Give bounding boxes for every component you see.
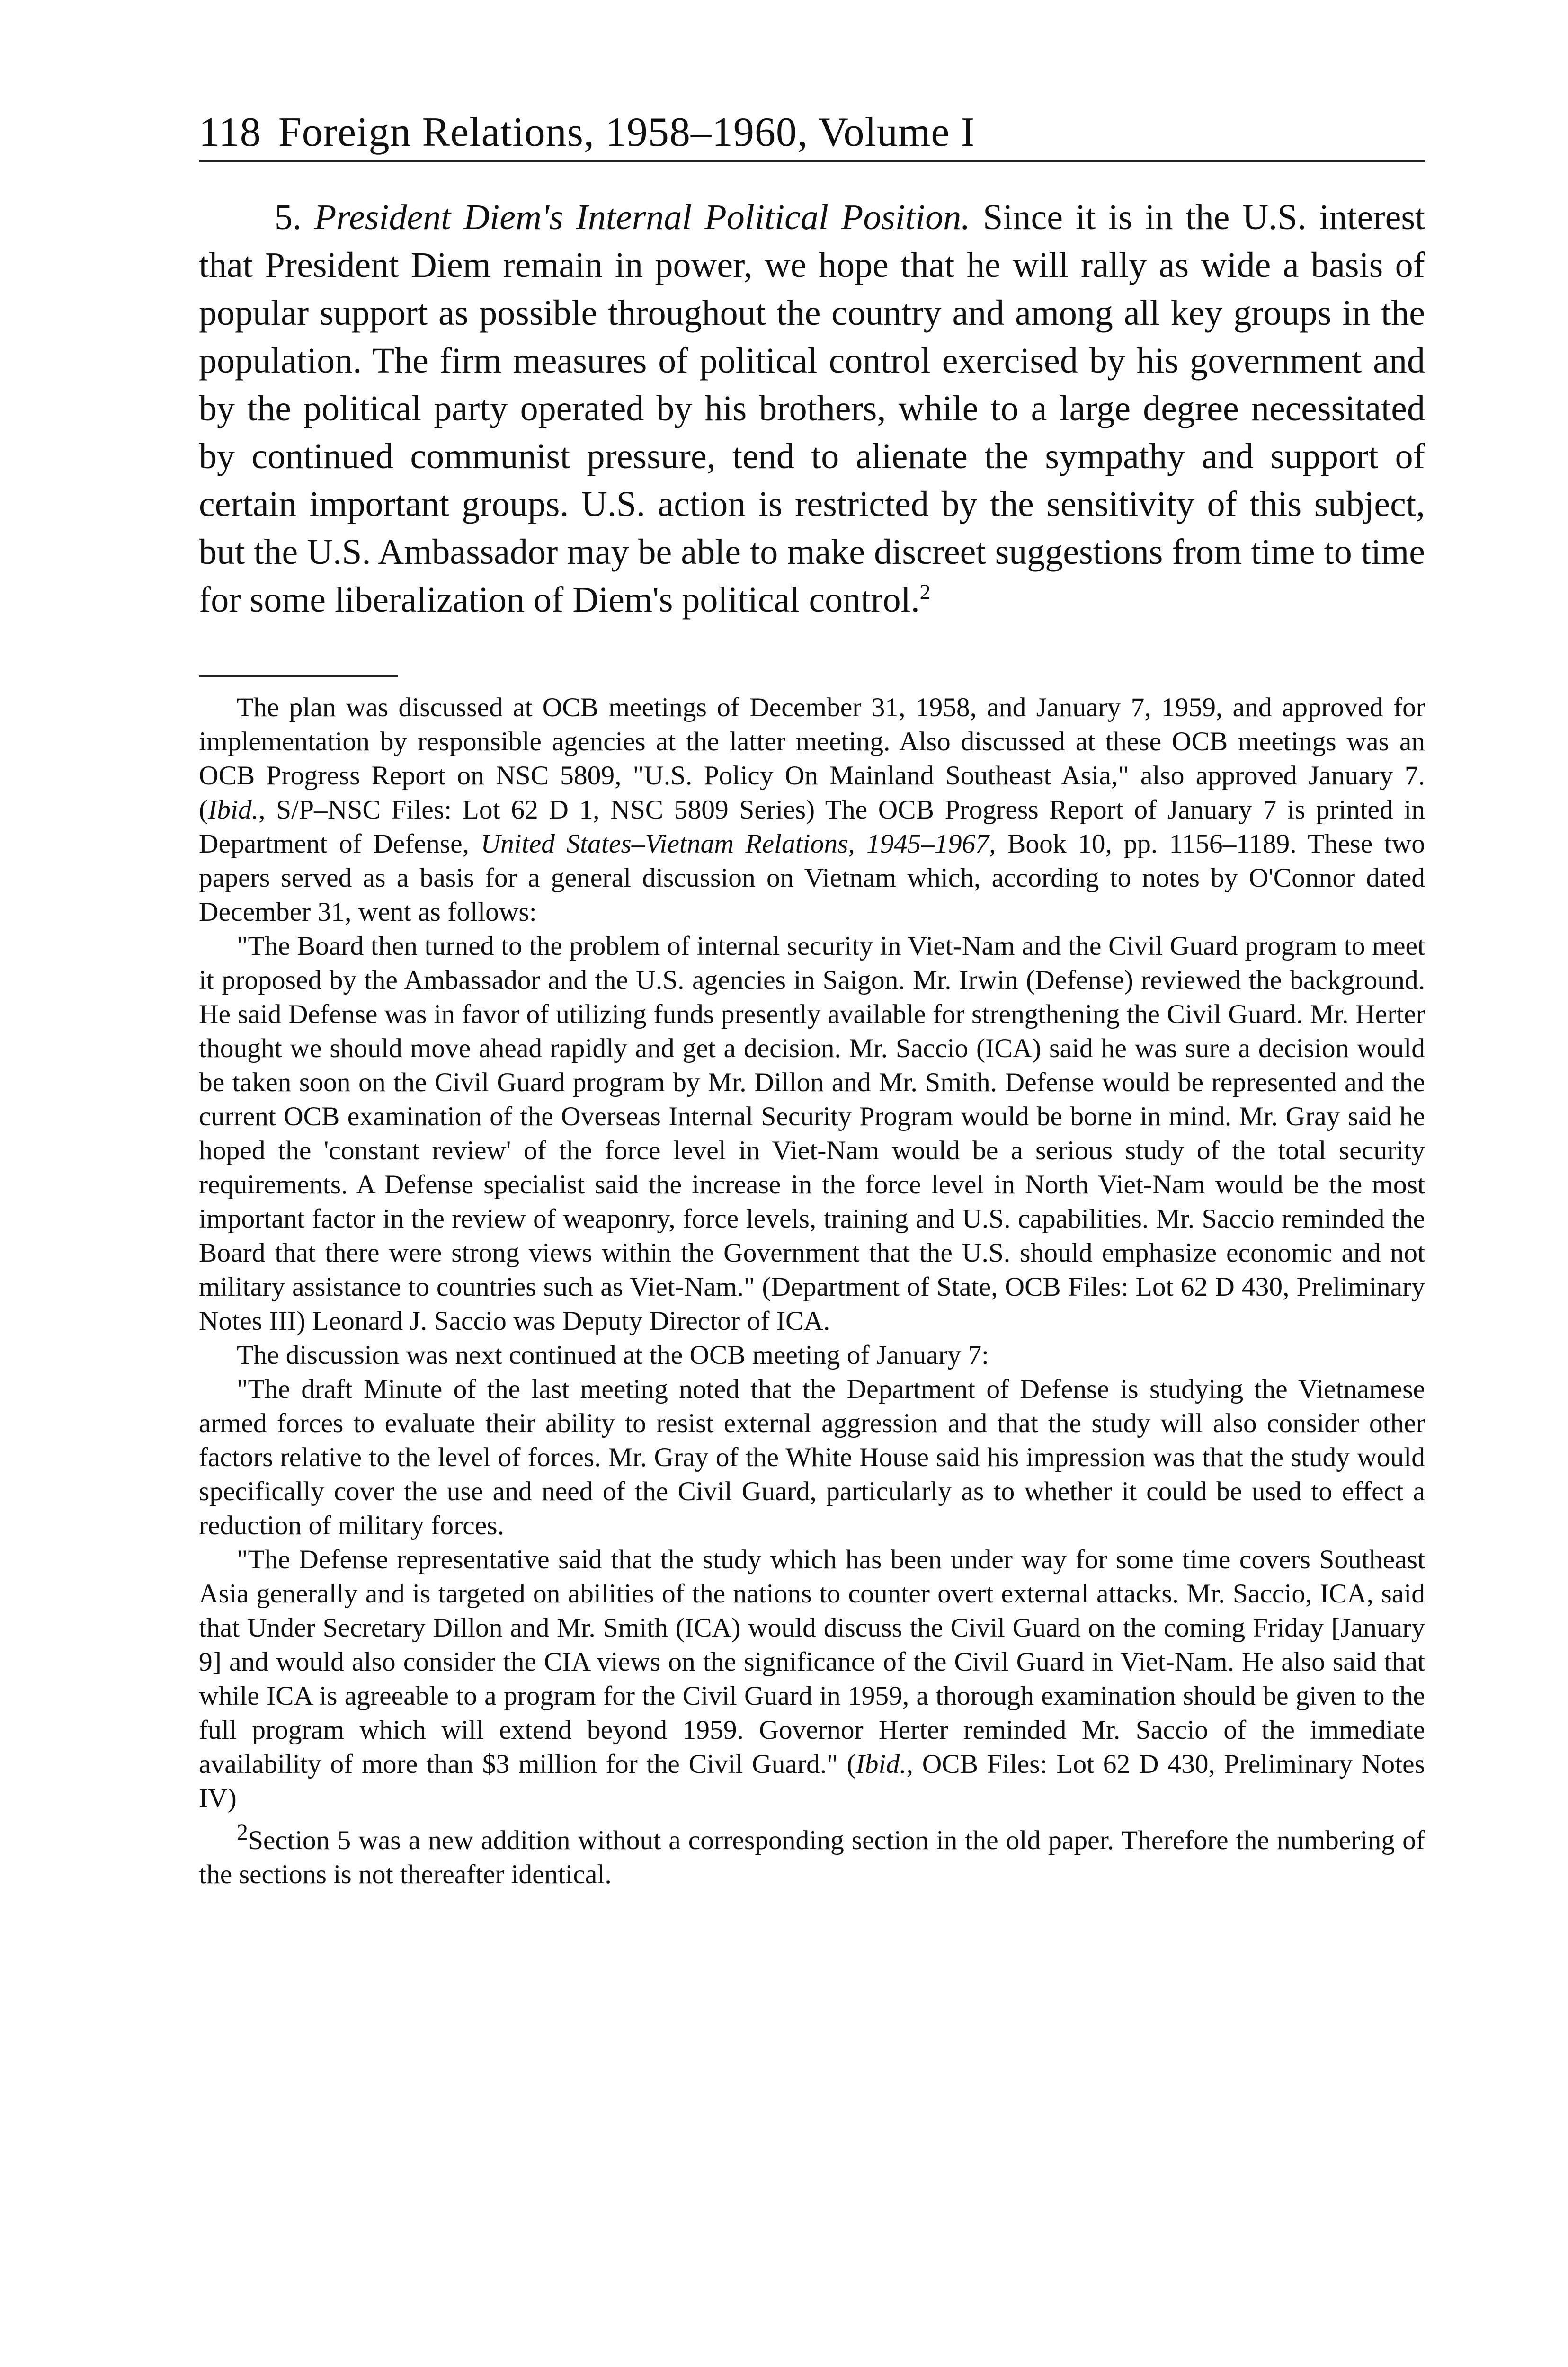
footnote-1-text-c: Book 10, pp. 1156–1189. These two papers served as a basis for a general discussion on Vietnam which, according to notes by O'Connor dated December 31, went as follows:: [199, 829, 1425, 927]
footnote-quote-1: "The Board then turned to the problem of internal security in Viet-Nam and the Civil Guard program to meet it proposed by the Ambassador and the U.S. agencies in Saigon. Mr. Irwin (Defense) reviewed the background. He said Defense was in favor of utilizing funds presently available for strengthening the Civil Guard. Mr. Herter thought we should move ahead rapidly and get a decision. Mr. Saccio (ICA) said he was sure a decision would be taken soon on the Civil Guard program by Mr. Dillon and Mr. Smith. Defense would be represented and the current OCB examination of the Overseas Internal Security Program would be borne in mind. Mr. Gray said he hoped the 'constant review' of the force level in Viet-Nam would be a serious study of the total security requirements. A Defense specialist said the increase in the force level in North Viet-Nam would be the most important factor in the review of weaponry, force levels, training and U.S. capabilities. Mr. Saccio reminded the Board that there were strong views within the Government that the U.S. should emphasize economic and not military assistance to countries such as Viet-Nam." (Department of State, OCB Files: Lot 62 D 430, Preliminary Notes III) Leonard J. Saccio was Deputy Director of ICA.: [199, 931, 1425, 1336]
footnote-1-text-a: The plan was discussed at OCB meetings of December 31, 1958, and January 7, 1959, and approved for implementation by responsible agencies at the latter meeting. Also discussed at these OCB meetings was an OCB Progress Report on NSC 5809, "U.S. Policy On Mainland Southeast Asia," also approved January 7. (: [199, 693, 1425, 825]
footnote-quote-3-text-a: "The Defense representative said that the study which has been under way for some time covers Southeast Asia generally and is targeted on abilities of the nations to counter overt external attacks. Mr. Saccio, ICA, said that Under Secretary Dillon and Mr. Smith (ICA) would discuss the Civil Guard on the coming Friday [January 9] and would also consider the CIA views on the significance of the Civil Guard in Viet-Nam. He also said that while ICA is agreeable to a program for the Civil Guard in 1959, a thorough examination should be given to the full program which will extend beyond 1959. Governor Herter reminded Mr. Saccio of the immediate availability of more than $3 million for the Civil Guard." (: [199, 1545, 1425, 1779]
footnote-1-book-title: United States–Vietnam Relations, 1945–1967,: [481, 829, 996, 859]
footnote-1-ibid: Ibid.: [208, 795, 259, 825]
footnote-quote-3-ibid: Ibid.: [855, 1749, 907, 1779]
section-label: 5.: [275, 197, 302, 237]
footnotes-block: [199, 691, 1425, 1892]
section-paragraph: [199, 194, 1425, 624]
footnote-continuation: The discussion was next continued at the OCB meeting of January 7:: [237, 1340, 989, 1370]
footnote-1: [199, 691, 1425, 929]
footnote-2-text: Section 5 was a new addition without a corresponding section in the old paper. Therefore the numbering of the sections is not thereafter identical.: [199, 1825, 1425, 1890]
document-page: [199, 109, 1425, 1892]
footnote-quote-3-text-b: , OCB Files: Lot 62 D 430, Preliminary Notes IV): [199, 1749, 1425, 1813]
footnote-2: [199, 1815, 1425, 1892]
running-head: [199, 109, 1425, 162]
footnote-divider: [199, 675, 398, 677]
running-head-title: Foreign Relations, 1958–1960, Volume I: [278, 109, 975, 155]
footnote-quote-3: [199, 1543, 1425, 1815]
page-number: 118: [199, 109, 261, 155]
footnote-quote-2: "The draft Minute of the last meeting noted that the Department of Defense is studying the Vietnamese armed forces to evaluate their ability to resist external aggression and that the study will also consider other factors relative to the level of forces. Mr. Gray of the White House said his impression was that the study would specifically cover the use and need of the Civil Guard, particularly as to whether it could be used to effect a reduction of military forces.: [199, 1374, 1425, 1540]
footnote-2-marker: 2: [237, 1820, 248, 1845]
footnote-reference: 2: [919, 579, 931, 604]
footnote-1-text-b: , S/P–NSC Files: Lot 62 D 1, NSC 5809 Series) The OCB Progress Report of January 7 is printed in Department of Defense,: [199, 795, 1425, 859]
section-body: Since it is in the U.S. interest that President Diem remain in power, we hope that he will rally as wide a basis of popular support as possible throughout the country and among all key groups in the population. The firm measures of political control exercised by his government and by the political party operated by his brothers, while to a large degree necessitated by continued communist pressure, tend to alienate the sympathy and support of certain important groups. U.S. action is restricted by the sensitivity of this subject, but the U.S. Ambassador may be able to make discreet suggestions from time to time for some liberalization of Diem's political control.: [199, 197, 1425, 620]
section-title: President Diem's Internal Political Position.: [314, 197, 971, 237]
